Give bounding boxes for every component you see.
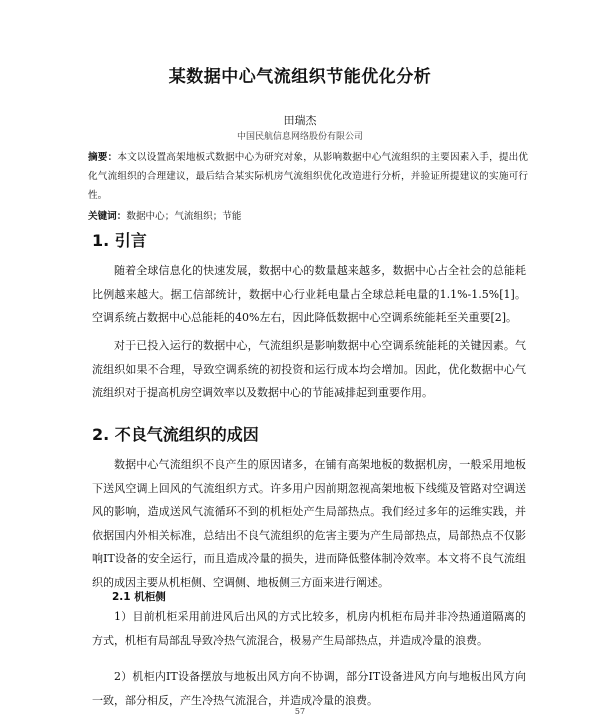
author-name: 田瑞杰 — [283, 114, 317, 127]
author-affiliation: 中国民航信息网络股份有限公司 — [236, 132, 363, 142]
section-2-1-paragraph-2: 2）机柜内IT设备摆放与地板出风方向不协调，部分IT设备进风方向与地板出风方向一致，部分相反，产生冷热气流混合，并造成冷量的浪费。 — [92, 670, 526, 707]
section-2-paragraph-1: 数据中心气流组织不良产生的原因诸多，在铺有高架地板的数据机房，一般采用地板下送风空调上回风的气流组织方式。许多用户因前期忽视高架地板下线缆及管路对空调送风的影响，造成送风气流循环不到的机柜处产生局部热点。我们经过多年的运维实践，并依据国内外相关标准，总结出不良气流组织的危害主要为产生局部热点，局部热点不仅影响IT设备的安全运行，而且造成冷量的损失，进而降低整体制冷效率。本文将不良气流组织的成因主要从机柜侧、空调侧、地板侧三方面来进行阐述。 — [92, 458, 526, 589]
abstract-label: 摘要： — [88, 152, 118, 163]
keywords-text: 数据中心；气流组织；节能 — [126, 211, 242, 222]
section-1-heading: 1. 引言 — [92, 231, 147, 250]
section-2-heading: 2. 不良气流组织的成因 — [92, 425, 259, 444]
paper-title: 某数据中心气流组织节能优化分析 — [168, 67, 432, 87]
section-2-1-paragraph-1: 1）目前机柜采用前进风后出风的方式比较多，机房内机柜布局并非冷热通道隔离的方式，机柜有局部乱导致冷热气流混合，极易产生局部热点，并造成冷量的浪费。 — [92, 610, 526, 647]
page-number: 57 — [294, 707, 306, 716]
section-1-paragraph-1: 随着全球信息化的快速发展，数据中心的数量越来越多，数据中心占全社会的总能耗比例越来越大。据工信部统计，数据中心行业耗电量占全球总耗电量的1.1%-1.5%[1]。空调系统占数据中心总能耗的40%左右，因此降低数据中心空调系统能耗至关重要[2]。 — [92, 264, 526, 324]
keywords — [88, 209, 528, 225]
abstract-text: 本文以设置高架地板式数据中心为研究对象，从影响数据中心气流组织的主要因素入手，提出优化气流组织的合理建议，最后结合某实际机房气流组织优化改造进行分析，并验证所提建议的实施可行性。 — [88, 152, 529, 201]
section-1-paragraph-2: 对于已投入运行的数据中心，气流组织是影响数据中心空调系统能耗的关键因素。气流组织如果不合理，导致空调系统的初投资和运行成本均会增加。因此，优化数据中心气流组织对于提高机房空调效率以及数据中心的节能减排起到重要作用。 — [92, 339, 526, 399]
section-2-1-heading: 2.1 机柜侧 — [112, 591, 166, 603]
keywords-label: 关键词： — [88, 211, 127, 222]
abstract — [88, 148, 528, 205]
